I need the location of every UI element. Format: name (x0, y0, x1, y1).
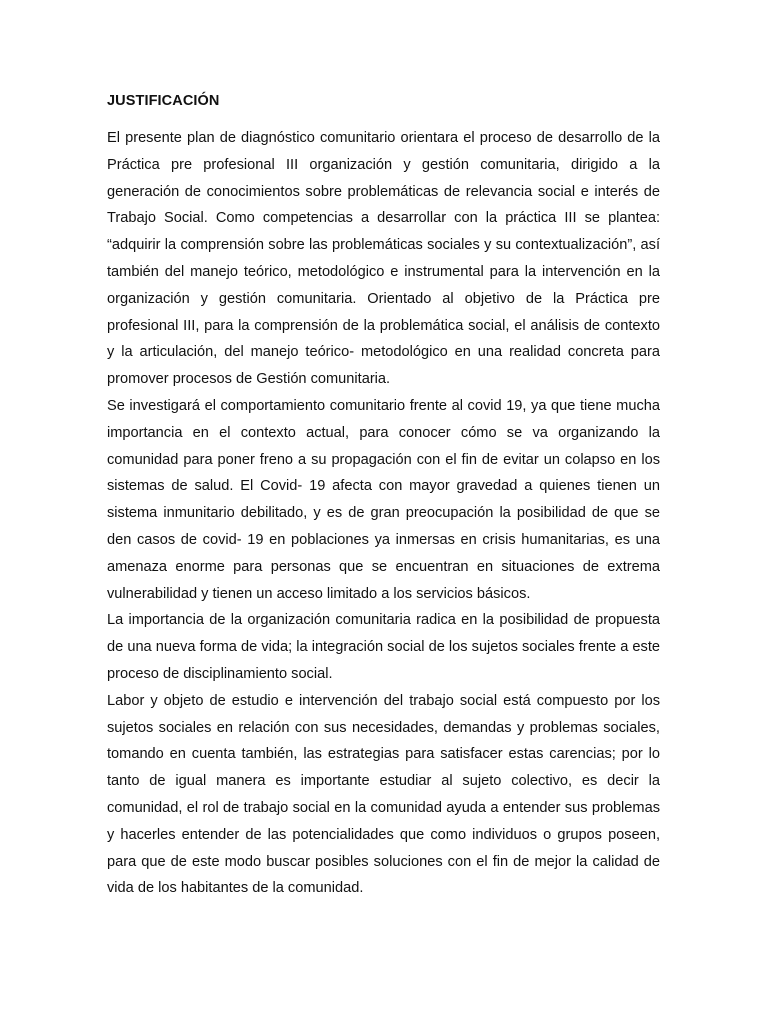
paragraph-1: El presente plan de diagnóstico comunitario orientara el proceso de desarrollo de la Práctica pre profesional III organización y gestión comunitaria, dirigido a la generación de conocimientos sobre problemáticas de relevancia social e interés de Trabajo Social. Como competencias a desarrollar con la práctica III se plantea: “adquirir la comprensión sobre las problemáticas sociales y su contextualización”, así también del manejo teórico, metodológico e instrumental para la intervención en la organización y gestión comunitaria. Orientado al objetivo de la Práctica pre profesional III, para la comprensión de la problemática social, el análisis de contexto y la articulación, del manejo teórico- metodológico en una realidad concreta para promover procesos de Gestión comunitaria. (107, 130, 660, 388)
paragraph-3: La importancia de la organización comunitaria radica en la posibilidad de propuesta de una nueva forma de vida; la integración social de los sujetos sociales frente a este proceso de disciplinamiento social. (107, 612, 660, 682)
paragraph-4: Labor y objeto de estudio e intervención del trabajo social está compuesto por los sujetos sociales en relación con sus necesidades, demandas y problemas sociales, tomando en cuenta también, las estrategias para satisfacer estas carencias; por lo tanto de igual manera es importante estudiar al sujeto colectivo, es decir la comunidad, el rol de trabajo social en la comunidad ayuda a entender sus problemas y hacerles entender de las potencialidades que como individuos o grupos poseen, para que de este modo buscar posibles soluciones con el fin de mejor la calidad de vida de los habitantes de la comunidad. (107, 692, 660, 897)
paragraph-2: Se investigará el comportamiento comunitario frente al covid 19, ya que tiene mucha importancia en el contexto actual, para conocer cómo se va organizando la comunidad para poner freno a su propagación con el fin de evitar un colapso en los sistemas de salud. El Covid- 19 afecta con mayor gravedad a quienes tienen un sistema inmunitario debilitado, y es de gran preocupación la posibilidad de que se den casos de covid- 19 en poblaciones ya inmersas en crisis humanitarias, es una amenaza enorme para personas que se encuentran en situaciones de extrema vulnerabilidad y tienen un acceso limitado a los servicios básicos. (107, 397, 660, 602)
document-body (107, 91, 660, 902)
document-heading: JUSTIFICACIÓN (107, 93, 220, 109)
